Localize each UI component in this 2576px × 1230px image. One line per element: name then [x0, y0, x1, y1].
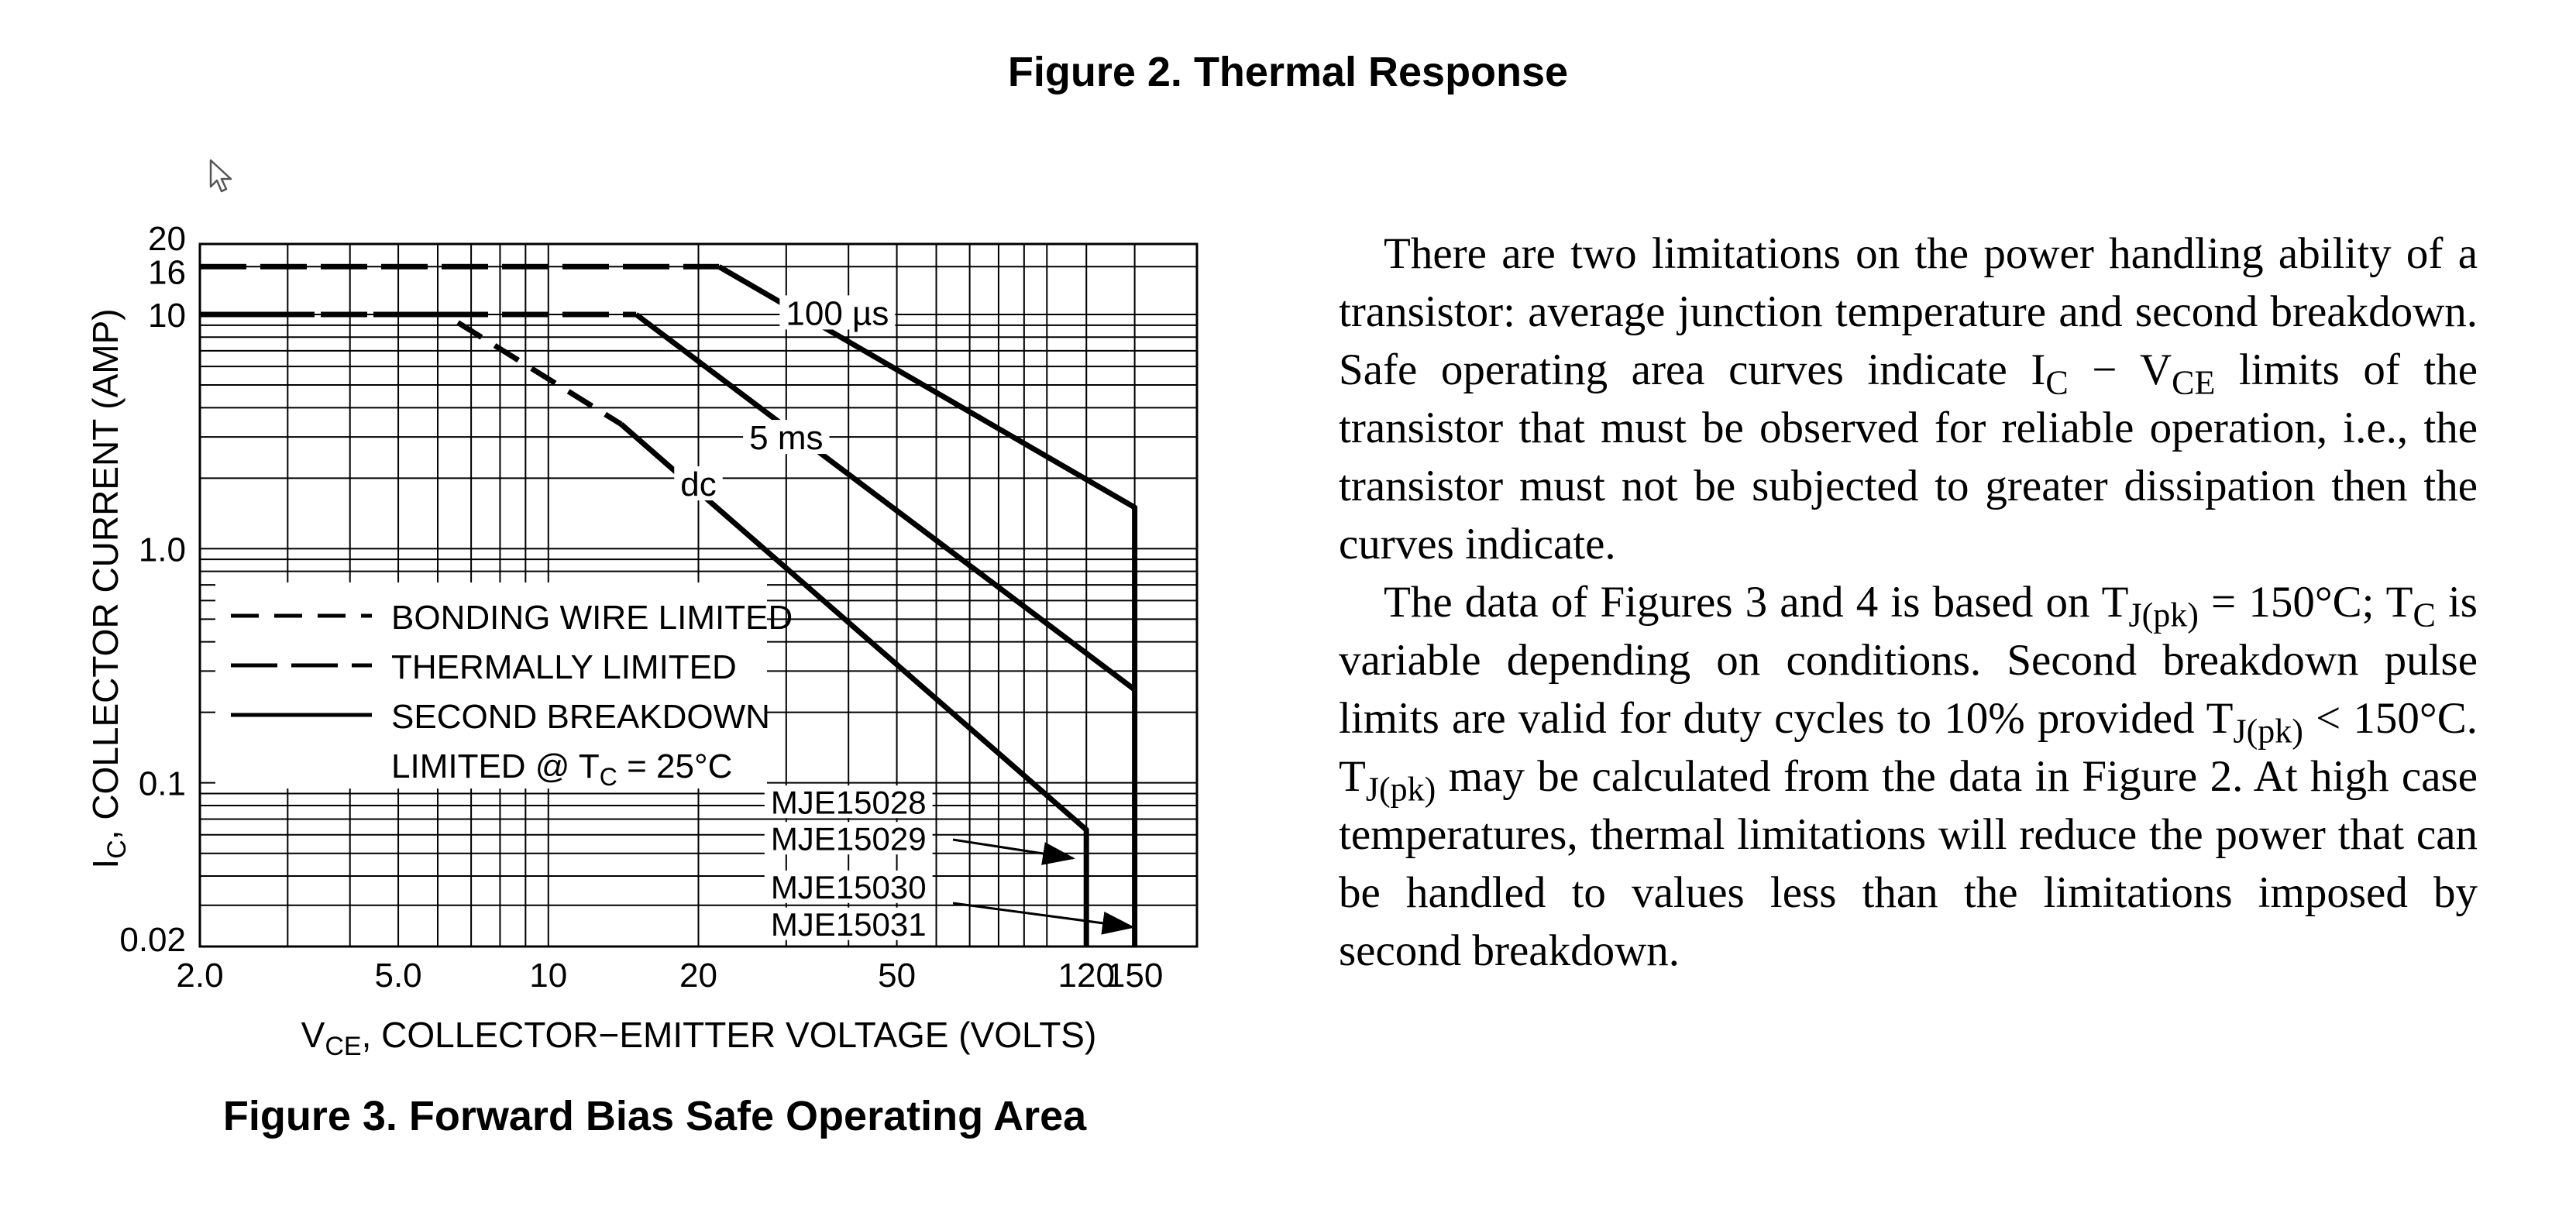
x-tick-2.0: 2.0 [176, 957, 224, 995]
y-tick-0.1: 0.1 [138, 764, 186, 803]
arrow-mje15031 [953, 903, 1133, 927]
p2-part-a: The data of Figures 3 and 4 is based on T [1384, 578, 2129, 627]
annotation-dc: dc [680, 465, 717, 503]
annotation-group-2 [674, 466, 722, 503]
annotation-group-3 [765, 784, 933, 820]
legend-note-main: LIMITED @ T [391, 747, 600, 785]
legend-label-thermal: THERMALLY LIMITED [391, 648, 737, 686]
y-axis-label [85, 308, 132, 868]
y-tick-0.02: 0.02 [119, 921, 186, 959]
x-axis-label-rest: , COLLECTOR−EMITTER VOLTAGE (VOLTS) [361, 1015, 1097, 1055]
x-tick-5.0: 5.0 [374, 957, 422, 995]
annotation-mje15029: MJE15029 [770, 820, 927, 857]
y-axis-label-rest: , COLLECTOR CURRENT (AMP) [85, 308, 126, 840]
p1-part-b: − V [2068, 345, 2172, 394]
p1-part-c: limits of the transistor that must be observed for reliable operation, i.e., the transistor must not be subjected to greater dissipation then the curves indicate. [1339, 345, 2478, 569]
annotation-group-4 [765, 820, 933, 857]
x-tick-labels [176, 957, 1163, 995]
x-tick-10: 10 [529, 957, 568, 995]
annotation-100-s: 100 µs [786, 294, 889, 333]
annotation-5-ms: 5 ms [749, 418, 824, 457]
p2-sub-jpk-1: J(pk) [2128, 596, 2199, 634]
y-tick-1.0: 1.0 [138, 531, 186, 569]
annotation-group-5 [765, 869, 933, 905]
y-axis-label-main: I [85, 858, 126, 869]
p2-sub-c: C [2413, 596, 2436, 634]
y-tick-10: 10 [148, 297, 186, 335]
legend-label-second: SECOND BREAKDOWN [391, 698, 770, 736]
figure-2-caption: Figure 2. Thermal Response [1007, 49, 1569, 95]
x-tick-20: 20 [679, 957, 717, 995]
x-tick-150: 150 [1106, 957, 1164, 995]
annotation-group-0 [779, 294, 895, 332]
legend-note [391, 747, 732, 791]
x-tick-50: 50 [878, 957, 917, 995]
annotation-group-6 [765, 906, 933, 943]
x-axis-label-main: V [301, 1015, 325, 1055]
p2-part-c: is variable depending on conditions. Second breakdown pulse limits are valid for duty cycles to 10% provided T [1339, 578, 2478, 743]
p1-sub-c: C [2045, 363, 2069, 402]
y-tick-16: 16 [148, 253, 186, 292]
figure-3-caption: Figure 3. Forward Bias Safe Operating Area [222, 1093, 1087, 1139]
body-text [1339, 225, 2478, 980]
y-axis-label-sub: C [102, 840, 132, 859]
x-tick-120: 120 [1058, 957, 1115, 995]
p2-part-b: = 150°C; T [2198, 578, 2413, 627]
legend-note-sub: C [599, 763, 617, 791]
paragraph-1 [1339, 225, 2478, 573]
annotation-mje15031: MJE15031 [770, 905, 927, 943]
x-axis-label [301, 1015, 1097, 1061]
p1-sub-ce: CE [2172, 363, 2216, 402]
p2-sub-jpk-3: J(pk) [1365, 770, 1436, 809]
p2-part-d: < 150°C. T [1339, 694, 2478, 801]
annotation-mje15030: MJE15030 [770, 868, 927, 905]
y-tick-20: 20 [148, 220, 186, 258]
paragraph-2 [1339, 573, 2478, 980]
annotation-group-1 [743, 419, 829, 457]
p2-part-e: may be calculated from the data in Figure 2. At high case temperatures, thermal limitations will reduce the power that can be handled to values less than the limitations imposed by second breakdown. [1339, 752, 2478, 975]
annotation-mje15028: MJE15028 [770, 784, 927, 821]
arrow-mje15029 [953, 840, 1073, 858]
p2-sub-jpk-2: J(pk) [2233, 712, 2303, 751]
mouse-cursor-icon [208, 159, 239, 198]
p1-part-a: There are two limitations on the power handling ability of a transistor: average junction temperature and second breakdown. Safe operating area curves indicate I [1339, 229, 2478, 394]
legend-label-bonding: BONDING WIRE LIMITED [391, 599, 793, 637]
x-axis-label-sub: CE [325, 1032, 362, 1061]
legend-note-rest: = 25°C [617, 747, 733, 785]
